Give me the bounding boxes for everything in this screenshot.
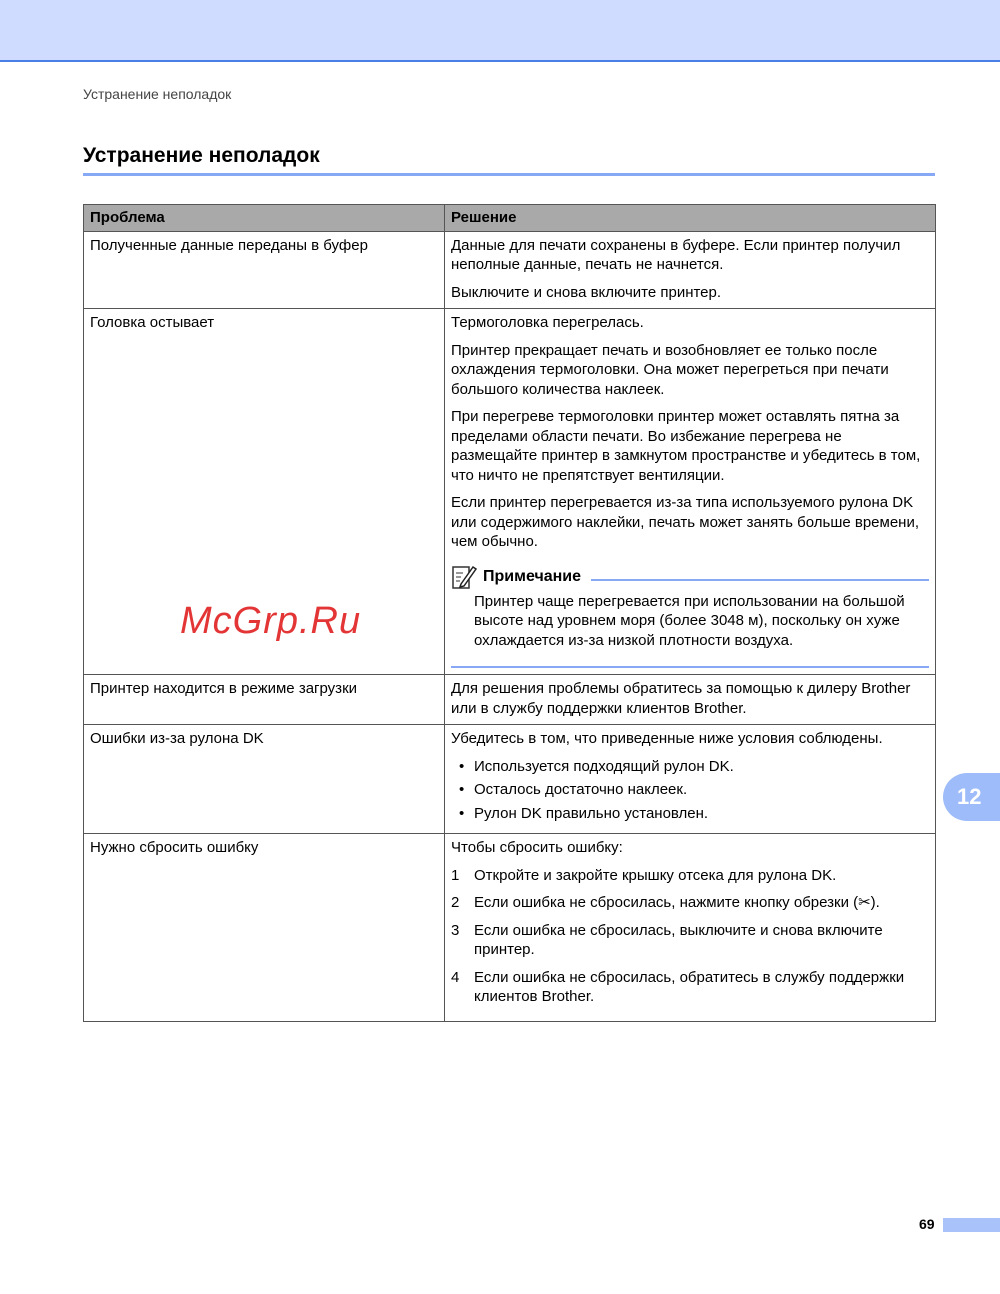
step-text: Откройте и закройте крышку отсека для рулона DK.: [474, 866, 837, 884]
step-item: [451, 866, 929, 886]
note-divider: [591, 579, 929, 581]
title-divider: [83, 173, 935, 176]
watermark: McGrp.Ru: [180, 600, 362, 642]
table-row: [84, 725, 936, 834]
page-title: Устранение неполадок: [83, 144, 320, 167]
breadcrumb: Устранение неполадок: [83, 86, 232, 102]
step-item: [451, 968, 929, 1007]
bullet-text: Используется подходящий рулон DK.: [474, 757, 734, 775]
step-item: [451, 921, 929, 960]
table-row: [84, 231, 936, 309]
note-bottom-divider: [451, 666, 929, 668]
top-banner: [0, 0, 1000, 62]
solution-text: Принтер прекращает печать и возобновляет ее только после охлаждения термоголовки. Она может перегреться при печати большого количества наклеек.: [451, 341, 889, 398]
step-item: [451, 893, 929, 913]
step-number: 4: [451, 968, 460, 986]
step-number: 1: [451, 866, 460, 884]
step-text: Если ошибка не сбросилась, выключите и снова включите принтер.: [474, 921, 883, 958]
step-text: Если ошибка не сбросилась, обратитесь в службу поддержки клиентов Brother.: [474, 968, 905, 1005]
bullet-item: • Используется подходящий рулон DK.: [459, 757, 734, 775]
step-number: 2: [451, 894, 460, 911]
page-number-bar: [943, 1218, 1000, 1232]
solution-text: При перегреве термоголовки принтер может оставлять пятна за пределами области печати. Во избежание перегрева не размещайте принтер в замкнутом пространстве и убедитесь в том, что ничто не препятствует вентиляции.: [451, 408, 921, 484]
bullet-text: Рулон DK правильно установлен.: [474, 804, 709, 822]
step-text: Если ошибка не сбросилась, нажмите кнопку обрезки (✂).: [474, 894, 880, 911]
note-text: Принтер чаще перегревается при использовании на большой высоте над уровнем моря (более 3048 м), поскольку он хуже охлаждается из-за низкой плотности воздуха.: [474, 592, 905, 649]
table-row: [84, 675, 936, 725]
problem-cell: Ошибки из-за рулона DK: [84, 725, 445, 834]
note-title: Примечание: [483, 567, 582, 585]
problem-cell: Принтер находится в режиме загрузки: [84, 675, 445, 725]
solution-text: Данные для печати сохранены в буфере. Если принтер получил неполные данные, печать не начнется.: [451, 236, 901, 273]
solution-text: Если принтер перегревается из-за типа используемого рулона DK или содержимого наклейки, печать может занять больше времени, чем обычно.: [451, 494, 920, 550]
header-solution: Решение: [445, 205, 936, 232]
table-header-row: [84, 205, 936, 232]
step-number: 3: [451, 921, 460, 939]
bullet-item: • Осталось достаточно наклеек.: [459, 781, 688, 798]
solution-text: Термоголовка перегрелась.: [451, 314, 644, 331]
solution-cell: [445, 231, 936, 309]
page-number: 69: [919, 1216, 935, 1232]
solution-cell: [445, 309, 936, 675]
bullet-item: • Рулон DK правильно установлен.: [459, 804, 709, 822]
solution-text: Чтобы сбросить ошибку:: [451, 839, 623, 856]
solution-text: Для решения проблемы обратитесь за помощью к дилеру Brother или в службу поддержки клиентов Brother.: [451, 680, 911, 717]
problem-cell: Полученные данные переданы в буфер: [84, 231, 445, 309]
note-header: [451, 564, 929, 590]
solution-cell: [445, 725, 936, 834]
chapter-tab: 12: [943, 773, 1000, 821]
header-problem: Проблема: [84, 205, 445, 232]
problem-cell: Головка остывает: [84, 309, 445, 675]
solution-cell: [445, 834, 936, 1022]
bullet-text: Осталось достаточно наклеек.: [474, 781, 688, 798]
problem-cell: Нужно сбросить ошибку: [84, 834, 445, 1022]
solution-cell: [445, 675, 936, 725]
solution-text: Убедитесь в том, что приведенные ниже условия соблюдены.: [451, 730, 883, 747]
note-pencil-icon: [451, 564, 477, 590]
solution-text: Выключите и снова включите принтер.: [451, 283, 722, 301]
table-row: [84, 834, 936, 1022]
